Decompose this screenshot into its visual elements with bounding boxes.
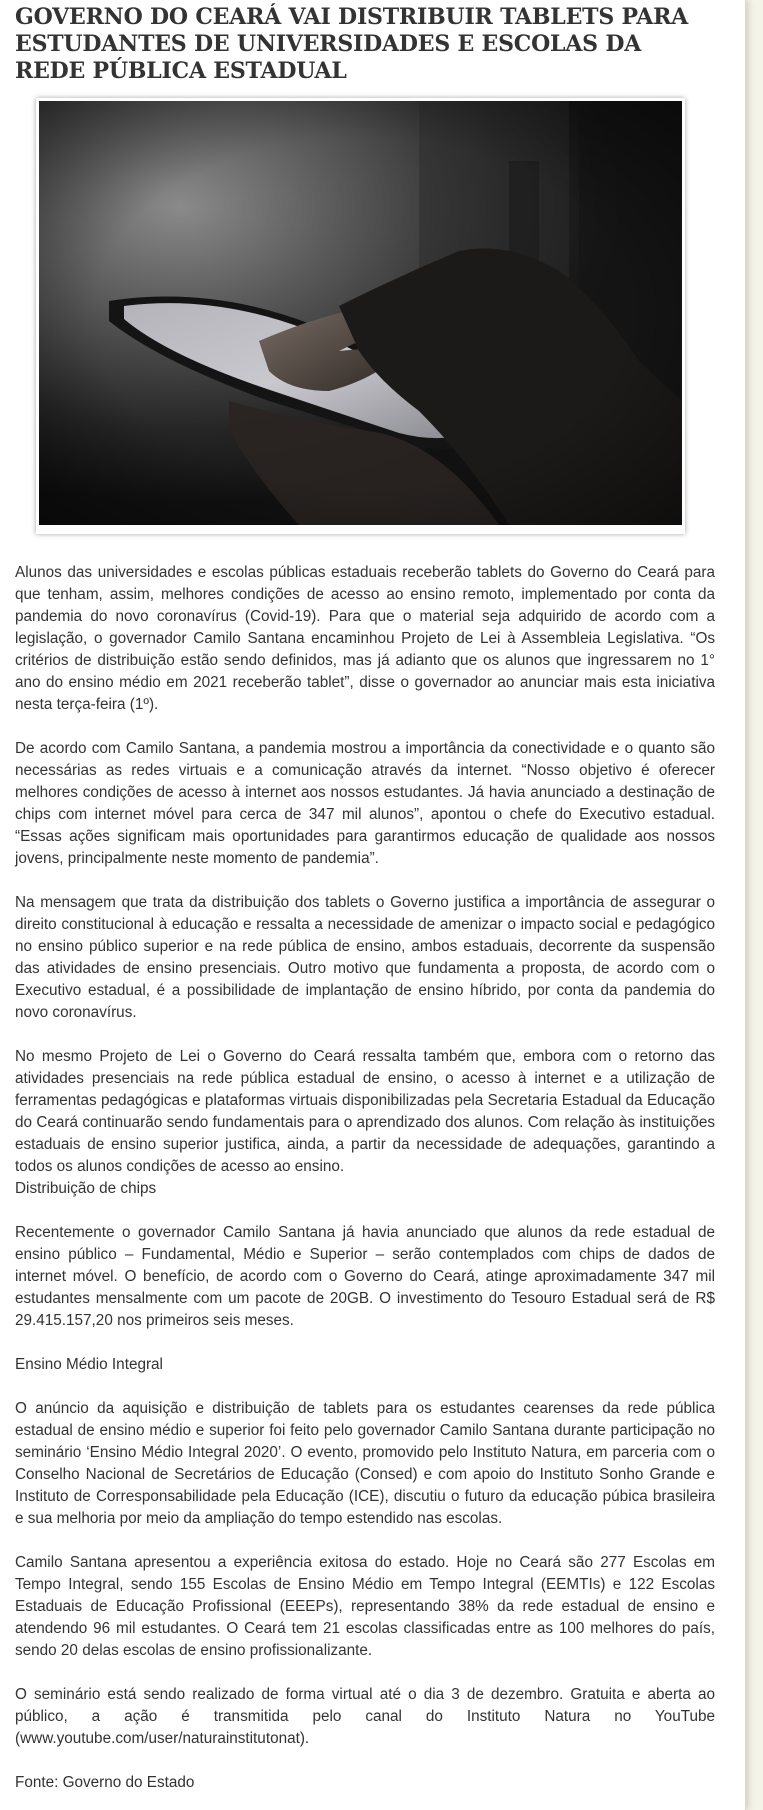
article-subheading: Distribuição de chips [15, 1180, 157, 1197]
article-paragraph: De acordo com Camilo Santana, a pandemia mostrou a importância da conectividade e o quanto são necessárias as redes virtuais e a comunicação através da internet. “Nosso objetivo é oferecer melhores condições de acesso à internet aos nossos estudantes. Já havia anunciado a destinação de chips com internet móvel para cerca de 347 mil alunos”, apontou o chefe do Executivo estadual. “Essas ações significam mais oportunidades para garantirmos educação de qualidade aos nossos jovens, principalmente neste momento de pandemia”. [15, 740, 715, 867]
article-paragraph: Camilo Santana apresentou a experiência exitosa do estado. Hoje no Ceará são 277 Escolas em Tempo Integral, sendo 155 Escolas de Ensino Médio em Tempo Integral (EEMTIs) e 122 Escolas Estaduais de Educação Profissional (EEEPs), representando 38% da rede estadual de ensino e atendendo 96 mil estudantes. O Ceará tem 21 escolas classificadas entre as 100 melhores do país, sendo 20 delas escolas de ensino profissionalizante. [15, 1554, 715, 1659]
article-title: GOVERNO DO CEARÁ VAI DISTRIBUIR TABLETS PARA ESTUDANTES DE UNIVERSIDADES E ESCOLAS DA REDE PÚBLICA ESTADUAL [15, 4, 689, 84]
article-image-frame [36, 98, 685, 534]
article-paragraph: O anúncio da aquisição e distribuição de tablets para os estudantes cearenses da rede pública estadual de ensino médio e superior foi feito pelo governador Camilo Santana durante participação no seminário ‘Ensino Médio Integral 2020’. O evento, promovido pelo Instituto Natura, em parceria com o Conselho Nacional de Secretários de Educação (Consed) e com apoio do Instituto Sonho Grande e Instituto de Corresponsabilidade pela Educação (ICE), discutiu o futuro da educação púbica brasileira e sua melhoria por meio da ampliação do tempo estendido nas escolas. [15, 1400, 715, 1527]
article-photo [39, 101, 682, 525]
article-paragraph: Na mensagem que trata da distribuição dos tablets o Governo justifica a importância de assegurar o direito constitucional à educação e ressalta a necessidade de amenizar o impacto social e pedagógico no ensino público superior e na rede pública de ensino, ambos estaduais, decorrente da suspensão das atividades de ensino presenciais. Outro motivo que fundamenta a proposta, de acordo com o Executivo estadual, é a possibilidade de implantação de ensino híbrido, por conta da pandemia do novo coronavírus. [15, 894, 715, 1021]
article-paragraph: No mesmo Projeto de Lei o Governo do Ceará ressalta também que, embora com o retorno das atividades presenciais na rede pública estadual de ensino, o acesso à internet e a utilização de ferramentas pedagógicas e plataformas virtuais disponibilizadas pela Secretaria Estadual da Educação do Ceará continuarão sendo fundamentais para o aprendizado dos alunos. Com relação às instituições estaduais de ensino superior justifica, ainda, a partir da necessidade de adequações, garantindo a todos os alunos condições de acesso ao ensino. [15, 1048, 715, 1175]
article-paragraph: O seminário está sendo realizado de forma virtual até o dia 3 de dezembro. Gratuita e aberta ao público, a ação é transmitida pelo canal do Instituto Natura no YouTube (www.youtube.com/user/naturainstitutonat). [15, 1686, 715, 1747]
article-paragraph: Alunos das universidades e escolas públicas estaduais receberão tablets do Governo do Ceará para que tenham, assim, melhores condições de acesso ao ensino remoto, implementado por conta da pandemia do novo coronavírus (Covid-19). Para que o material seja adquirido de acordo com a legislação, o governador Camilo Santana encaminhou Projeto de Lei à Assembleia Legislativa. “Os critérios de distribuição estão sendo definidos, mas já adianto que os alunos que ingressarem no 1° ano do ensino médio em 2021 receberão tablet”, disse o governador ao anunciar mais esta iniciativa nesta terça-feira (1º). [15, 564, 715, 713]
article-paragraph: Recentemente o governador Camilo Santana já havia anunciado que alunos da rede estadual de ensino público – Fundamental, Médio e Superior – serão contemplados com chips de dados de internet móvel. O benefício, de acordo com o Governo do Ceará, atinge aproximadamente 347 mil estudantes mensalmente com um pacote de 20GB. O investimento do Tesouro Estadual será de R$ 29.415.157,20 nos primeiros seis meses. [15, 1224, 715, 1329]
article-source: Fonte: Governo do Estado [15, 1774, 195, 1791]
article-subheading: Ensino Médio Integral [15, 1356, 163, 1373]
